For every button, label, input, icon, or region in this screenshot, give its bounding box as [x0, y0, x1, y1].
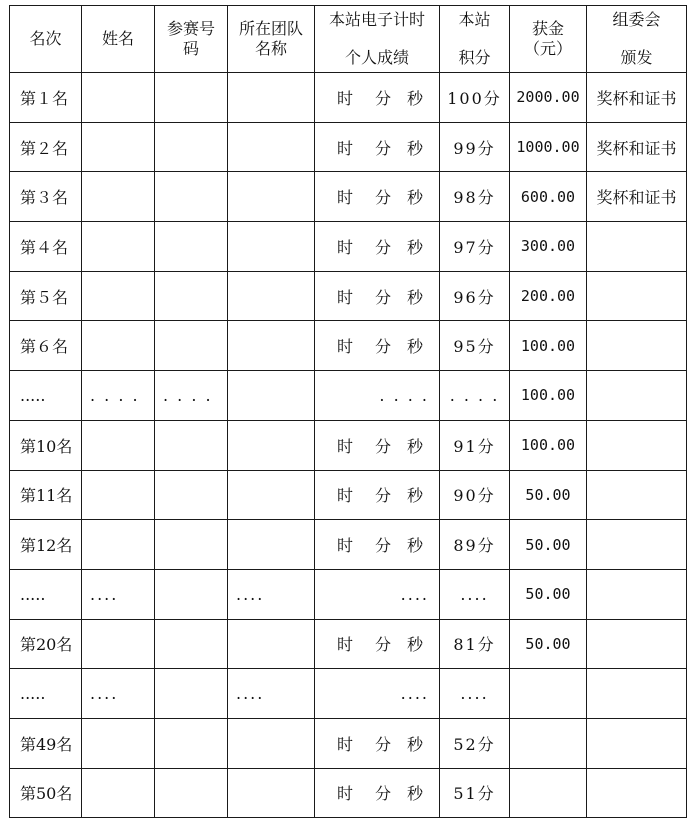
time-cell — [315, 321, 440, 371]
time-cell — [315, 718, 440, 768]
time-second-unit: 秒 — [406, 734, 423, 754]
team-cell: .... — [228, 669, 315, 719]
award-cell — [587, 718, 687, 768]
bib-cell — [155, 470, 228, 520]
rank-cell: 第２名 — [10, 122, 82, 172]
rank-cell: ..... — [10, 371, 82, 421]
prize-cell — [510, 768, 587, 818]
prize-cell: 300.00 — [510, 222, 587, 272]
time-minute-unit: 分 — [374, 784, 391, 804]
prize-cell: 50.00 — [510, 470, 587, 520]
bib-cell — [155, 569, 228, 619]
time-minute-unit: 分 — [374, 88, 391, 108]
bib-cell — [155, 718, 228, 768]
bib-cell — [155, 768, 228, 818]
name-cell — [82, 73, 155, 123]
name-cell — [82, 520, 155, 570]
name-cell — [82, 420, 155, 470]
header-prize-line1: 获金 — [531, 19, 564, 38]
header-team-line1: 所在团队 — [238, 19, 303, 38]
table-row — [10, 470, 687, 520]
bib-cell — [155, 172, 228, 222]
time-minute-unit: 分 — [374, 436, 391, 456]
time-ellipsis: . . . . — [379, 385, 429, 405]
points-cell: 98分 — [440, 172, 510, 222]
name-cell — [82, 768, 155, 818]
rank-cell: 第３名 — [10, 172, 82, 222]
time-hour-unit: 时 — [336, 287, 353, 307]
team-cell: .... — [228, 569, 315, 619]
prize-cell: 100.00 — [510, 321, 587, 371]
team-cell — [228, 718, 315, 768]
name-cell: . . . . — [82, 371, 155, 421]
award-cell: 奖杯和证书 — [587, 172, 687, 222]
time-hour-unit: 时 — [336, 188, 353, 208]
header-points-line1: 本站 — [458, 10, 491, 29]
bib-cell — [155, 122, 228, 172]
time-second-unit: 秒 — [406, 337, 423, 357]
award-cell — [587, 321, 687, 371]
time-ellipsis: .... — [400, 684, 429, 704]
time-second-unit: 秒 — [406, 237, 423, 257]
award-cell — [587, 371, 687, 421]
header-bib-line1: 参赛号 — [166, 19, 215, 38]
award-cell: 奖杯和证书 — [587, 73, 687, 123]
points-cell: .... — [440, 669, 510, 719]
header-prize — [510, 6, 587, 73]
time-cell — [315, 470, 440, 520]
name-cell: .... — [82, 569, 155, 619]
table-row — [10, 271, 687, 321]
time-hour-unit: 时 — [336, 337, 353, 357]
table-row — [10, 569, 687, 619]
bib-cell — [155, 271, 228, 321]
points-cell: 96分 — [440, 271, 510, 321]
time-cell — [315, 569, 440, 619]
time-ellipsis: .... — [400, 584, 429, 604]
bib-cell — [155, 73, 228, 123]
time-hour-unit: 时 — [336, 734, 353, 754]
name-cell — [82, 222, 155, 272]
rank-cell: 第12名 — [10, 520, 82, 570]
time-cell — [315, 619, 440, 669]
name-cell — [82, 619, 155, 669]
time-minute-unit: 分 — [374, 536, 391, 556]
points-cell: . . . . — [440, 371, 510, 421]
prize-cell — [510, 718, 587, 768]
time-minute-unit: 分 — [374, 635, 391, 655]
header-rank — [10, 6, 82, 73]
name-cell — [82, 470, 155, 520]
bib-cell — [155, 420, 228, 470]
table-row — [10, 73, 687, 123]
name-cell — [82, 321, 155, 371]
time-minute-unit: 分 — [374, 734, 391, 754]
table-row — [10, 420, 687, 470]
points-cell: .... — [440, 569, 510, 619]
award-cell — [587, 619, 687, 669]
rank-cell: 第50名 — [10, 768, 82, 818]
time-second-unit: 秒 — [406, 88, 423, 108]
header-points-line2: 积分 — [458, 48, 491, 67]
time-second-unit: 秒 — [406, 486, 423, 506]
header-time-line2: 个人成绩 — [344, 48, 409, 67]
header-name-label: 姓名 — [101, 29, 134, 48]
time-minute-unit: 分 — [374, 486, 391, 506]
prize-cell: 200.00 — [510, 271, 587, 321]
time-cell — [315, 271, 440, 321]
table-row — [10, 172, 687, 222]
time-cell — [315, 122, 440, 172]
team-cell — [228, 172, 315, 222]
team-cell — [228, 768, 315, 818]
time-second-unit: 秒 — [406, 138, 423, 158]
results-table — [9, 5, 687, 818]
bib-cell — [155, 222, 228, 272]
rank-cell: 第５名 — [10, 271, 82, 321]
table-body — [10, 73, 687, 818]
name-cell — [82, 122, 155, 172]
award-cell — [587, 569, 687, 619]
prize-cell: 50.00 — [510, 520, 587, 570]
award-cell: 奖杯和证书 — [587, 122, 687, 172]
header-award — [587, 6, 687, 73]
name-cell — [82, 172, 155, 222]
points-cell: 89分 — [440, 520, 510, 570]
time-hour-unit: 时 — [336, 486, 353, 506]
rank-cell: 第49名 — [10, 718, 82, 768]
name-cell — [82, 271, 155, 321]
award-cell — [587, 470, 687, 520]
rank-cell: ..... — [10, 569, 82, 619]
time-hour-unit: 时 — [336, 635, 353, 655]
time-cell — [315, 520, 440, 570]
team-cell — [228, 420, 315, 470]
prize-cell: 1000.00 — [510, 122, 587, 172]
team-cell — [228, 271, 315, 321]
time-hour-unit: 时 — [336, 784, 353, 804]
time-cell — [315, 669, 440, 719]
header-bib — [155, 6, 228, 73]
time-hour-unit: 时 — [336, 138, 353, 158]
table-row — [10, 718, 687, 768]
time-cell — [315, 222, 440, 272]
name-cell — [82, 718, 155, 768]
header-award-line2: 颁发 — [620, 48, 653, 67]
prize-cell: 50.00 — [510, 569, 587, 619]
header-name — [82, 6, 155, 73]
header-prize-line2: （元） — [523, 39, 572, 58]
team-cell — [228, 371, 315, 421]
name-cell: .... — [82, 669, 155, 719]
points-cell: 81分 — [440, 619, 510, 669]
rank-cell: 第６名 — [10, 321, 82, 371]
time-hour-unit: 时 — [336, 237, 353, 257]
header-award-line1: 组委会 — [612, 10, 661, 29]
rank-cell: 第10名 — [10, 420, 82, 470]
table-row — [10, 619, 687, 669]
award-cell — [587, 520, 687, 570]
bib-cell — [155, 669, 228, 719]
time-second-unit: 秒 — [406, 188, 423, 208]
time-second-unit: 秒 — [406, 536, 423, 556]
points-cell: 95分 — [440, 321, 510, 371]
time-cell — [315, 768, 440, 818]
time-hour-unit: 时 — [336, 436, 353, 456]
header-team-line2: 名称 — [254, 39, 287, 58]
time-minute-unit: 分 — [374, 287, 391, 307]
table-row — [10, 371, 687, 421]
points-cell: 97分 — [440, 222, 510, 272]
header-rank-label: 名次 — [29, 29, 62, 48]
prize-cell: 50.00 — [510, 619, 587, 669]
team-cell — [228, 321, 315, 371]
time-second-unit: 秒 — [406, 436, 423, 456]
table-row — [10, 222, 687, 272]
points-cell: 100分 — [440, 73, 510, 123]
rank-cell: ..... — [10, 669, 82, 719]
time-cell — [315, 172, 440, 222]
time-minute-unit: 分 — [374, 188, 391, 208]
rank-cell: 第４名 — [10, 222, 82, 272]
bib-cell — [155, 520, 228, 570]
header-points — [440, 6, 510, 73]
rank-cell: 第20名 — [10, 619, 82, 669]
table-row — [10, 321, 687, 371]
prize-cell: 2000.00 — [510, 73, 587, 123]
header-time-line1: 本站电子计时 — [328, 10, 425, 29]
time-minute-unit: 分 — [374, 337, 391, 357]
points-cell: 91分 — [440, 420, 510, 470]
time-cell — [315, 73, 440, 123]
time-minute-unit: 分 — [374, 138, 391, 158]
time-minute-unit: 分 — [374, 237, 391, 257]
table-row — [10, 669, 687, 719]
bib-cell — [155, 321, 228, 371]
points-cell: 51分 — [440, 768, 510, 818]
rank-cell: 第11名 — [10, 470, 82, 520]
points-cell: 99分 — [440, 122, 510, 172]
award-cell — [587, 271, 687, 321]
award-cell — [587, 222, 687, 272]
table-row — [10, 122, 687, 172]
time-second-unit: 秒 — [406, 784, 423, 804]
time-hour-unit: 时 — [336, 536, 353, 556]
prize-cell: 100.00 — [510, 371, 587, 421]
header-row — [10, 6, 687, 73]
points-cell: 52分 — [440, 718, 510, 768]
header-team — [228, 6, 315, 73]
time-cell — [315, 420, 440, 470]
award-cell — [587, 768, 687, 818]
time-hour-unit: 时 — [336, 88, 353, 108]
award-cell — [587, 420, 687, 470]
table-row — [10, 520, 687, 570]
prize-cell: 600.00 — [510, 172, 587, 222]
time-second-unit: 秒 — [406, 287, 423, 307]
bib-cell: . . . . — [155, 371, 228, 421]
table-row — [10, 768, 687, 818]
header-bib-line2: 码 — [182, 39, 199, 58]
time-second-unit: 秒 — [406, 635, 423, 655]
team-cell — [228, 73, 315, 123]
points-cell: 90分 — [440, 470, 510, 520]
team-cell — [228, 222, 315, 272]
prize-cell — [510, 669, 587, 719]
team-cell — [228, 122, 315, 172]
header-time — [315, 6, 440, 73]
award-cell — [587, 669, 687, 719]
bib-cell — [155, 619, 228, 669]
prize-cell: 100.00 — [510, 420, 587, 470]
team-cell — [228, 520, 315, 570]
rank-cell: 第１名 — [10, 73, 82, 123]
team-cell — [228, 619, 315, 669]
time-cell — [315, 371, 440, 421]
team-cell — [228, 470, 315, 520]
